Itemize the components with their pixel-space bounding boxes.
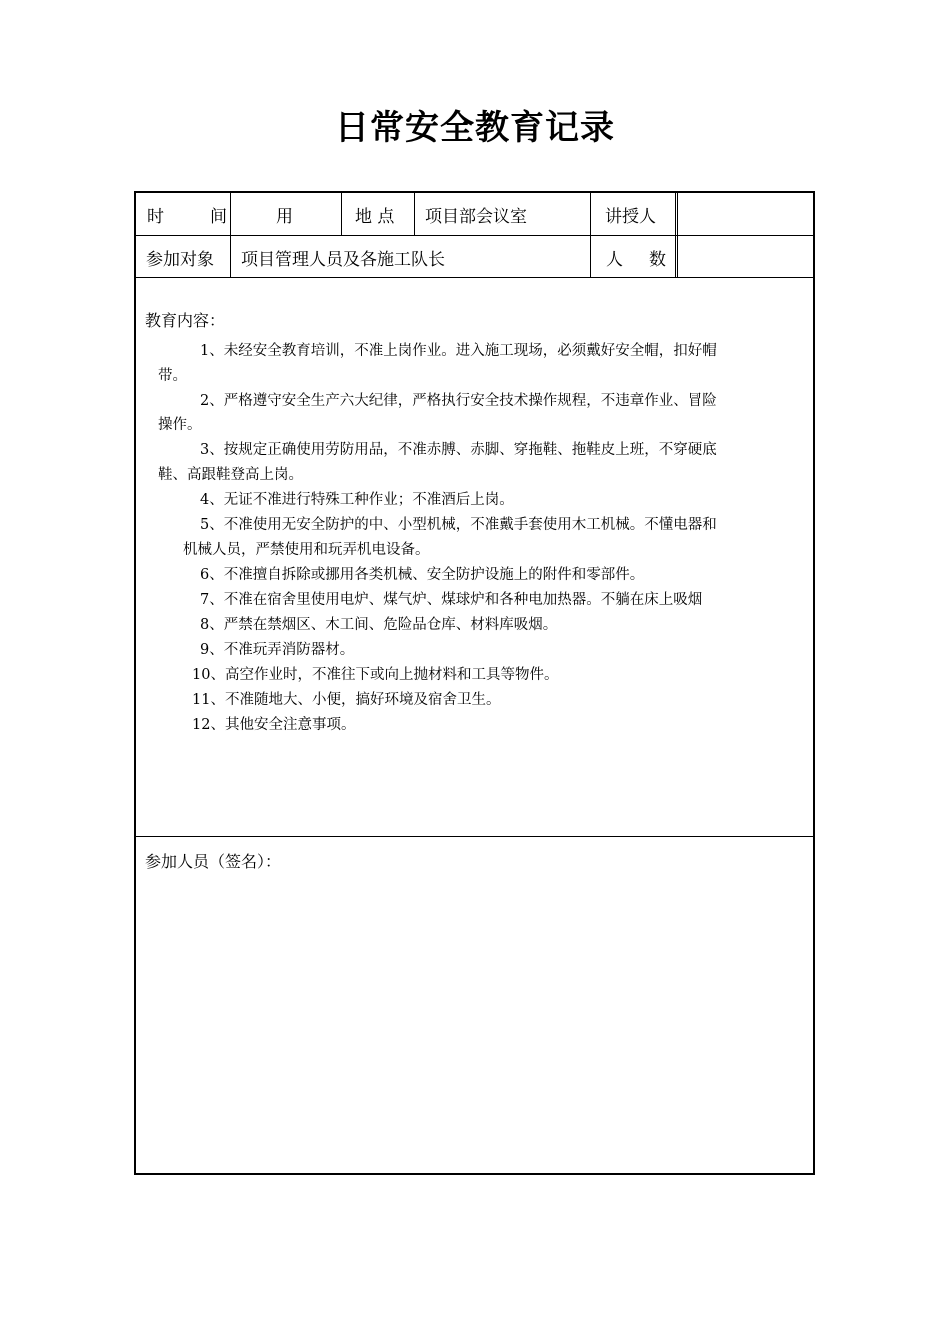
list-item: 带。 (158, 368, 187, 384)
list-item: 操作。 (158, 417, 202, 433)
list-item: 12、其他安全注意事项。 (192, 717, 356, 733)
list-item: 鞋、高跟鞋登高上岗。 (158, 467, 303, 483)
time-label-text: 时间 (147, 207, 273, 227)
signature-label: 参加人员（签名）： (145, 852, 282, 871)
list-item: 1、未经安全教育培训，不准上岗作业。进入施工现场，必须戴好安全帽，扣好帽 (200, 343, 717, 359)
place-label: 地 点 (355, 207, 395, 227)
list-item: 11、不准随地大、小便，搞好环境及宿舍卫生。 (192, 692, 501, 708)
list-item: 10、高空作业时，不准往下或向上抛材料和工具等物件。 (192, 667, 559, 683)
col-divider (341, 193, 342, 235)
col-divider (590, 193, 591, 277)
time-value: 用 (276, 207, 293, 227)
list-item: 5、不准使用无安全防护的中、小型机械，不准戴手套使用木工机械。不懂电器和 (200, 517, 717, 533)
list-item: 机械人员，严禁使用和玩弄机电设备。 (183, 542, 430, 558)
list-item: 4、无证不准进行特殊工种作业；不准酒后上岗。 (200, 492, 514, 508)
list-item: 7、不准在宿舍里使用电炉、煤气炉、煤球炉和各种电加热器。不躺在床上吸烟 (200, 592, 703, 608)
col-divider (414, 193, 415, 235)
content-label: 教育内容： (145, 311, 226, 330)
lecturer-label: 讲授人 (605, 207, 656, 227)
participants-value: 项目管理人员及各施工队长 (241, 250, 445, 270)
list-item: 6、不准擅自拆除或挪用各类机械、安全防护设施上的附件和零部件。 (200, 567, 645, 583)
list-item: 9、不准玩弄消防器材。 (200, 642, 355, 658)
list-item: 2、严格遵守安全生产六大纪律，严格执行安全技术操作规程，不违章作业、冒险 (200, 393, 717, 409)
count-label: 人数 (606, 250, 692, 270)
participants-label: 参加对象 (146, 250, 214, 270)
row-divider (135, 235, 815, 236)
page-title: 日常安全教育记录 (335, 108, 615, 148)
row-divider (135, 277, 815, 278)
place-value: 项目部会议室 (425, 207, 527, 227)
col-divider (230, 193, 231, 277)
record-table (134, 191, 815, 1175)
list-item: 8、严禁在禁烟区、木工间、危险品仓库、材料库吸烟。 (200, 617, 558, 633)
time-label (147, 207, 273, 227)
list-item: 3、按规定正确使用劳防用品，不准赤膊、赤脚、穿拖鞋、拖鞋皮上班，不穿硬底 (200, 442, 717, 458)
row-divider (135, 836, 815, 837)
